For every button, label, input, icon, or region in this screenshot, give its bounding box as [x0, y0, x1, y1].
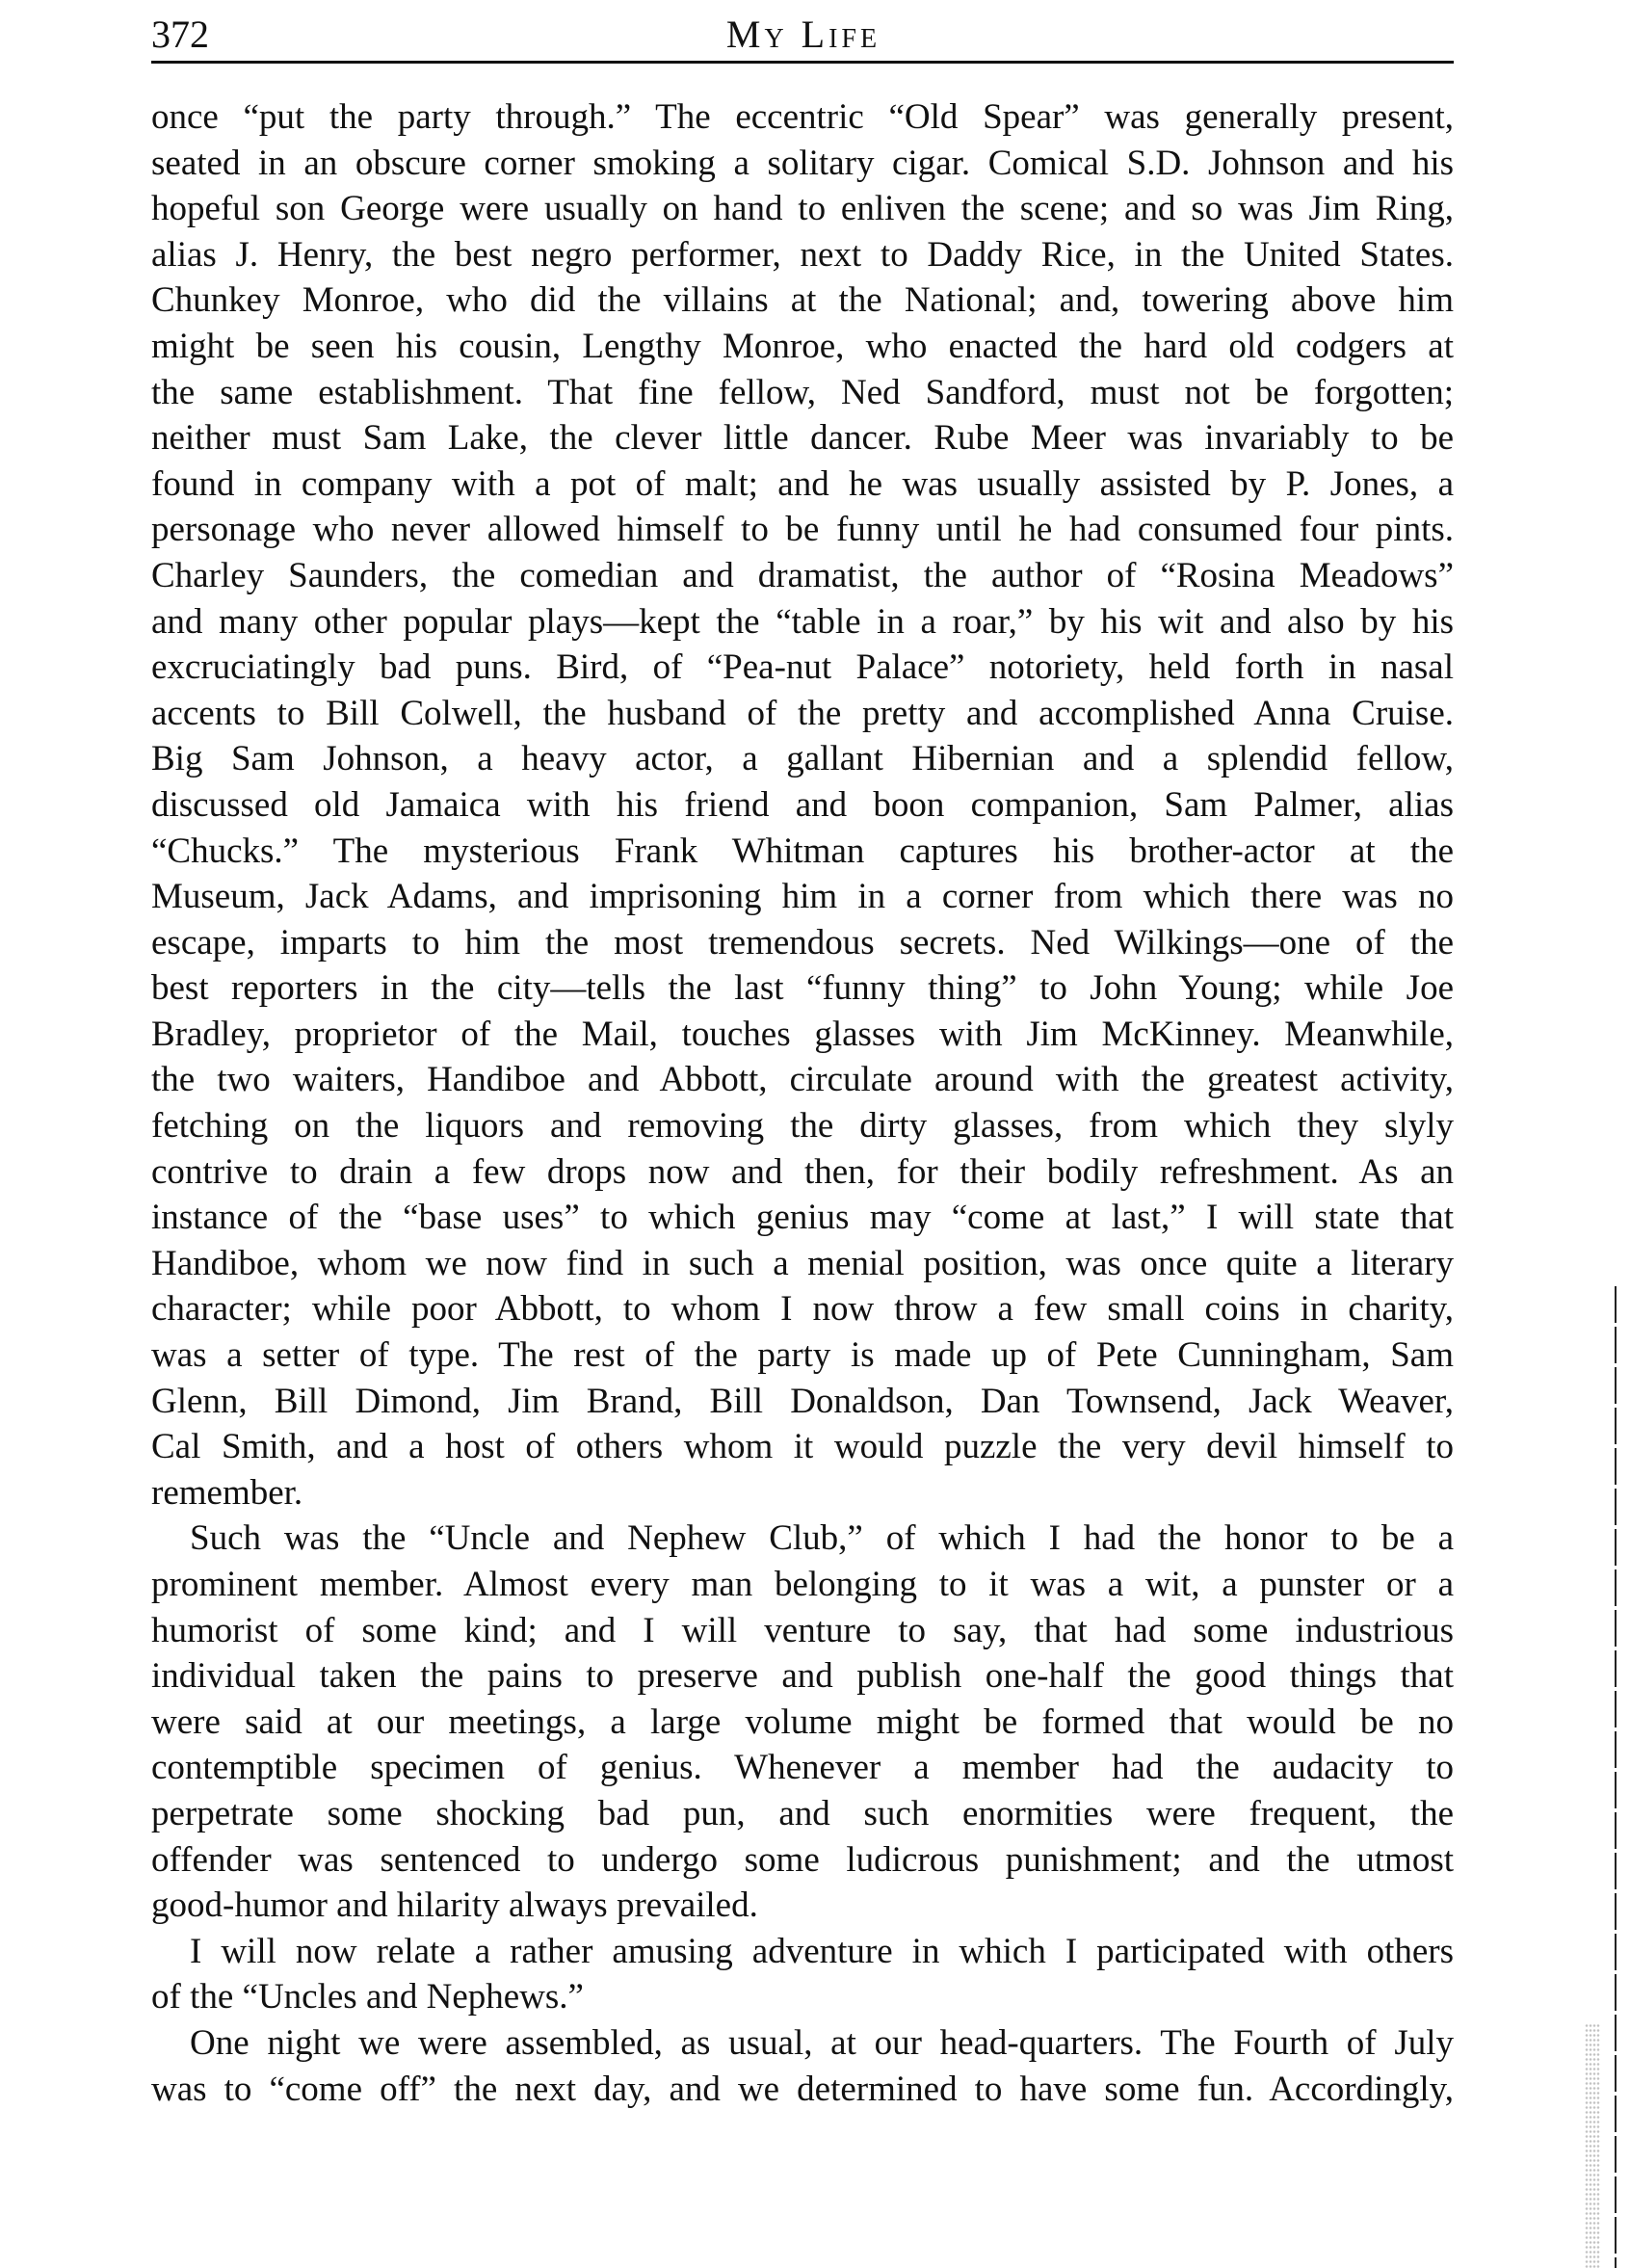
text-line: Chunkey Monroe, who did the villains at the National; and, towering above him: [151, 280, 1454, 321]
text-line: Cal Smith, and a host of others whom it would puzzle the very devil himself to: [151, 1427, 1454, 1467]
text-line: neither must Sam Lake, the clever little dancer. Rube Meer was invariably to be: [151, 418, 1454, 459]
text-line: “Chucks.” The mysterious Frank Whitman captures his brother-actor at the: [151, 831, 1454, 871]
body-text: [151, 94, 1454, 2112]
text-line: the same establishment. That fine fellow, Ned Sandford, must not be forgotten;: [151, 372, 1454, 412]
text-line: individual taken the pains to preserve and publish one-half the good things that: [151, 1656, 1454, 1697]
text-line: Bradley, proprietor of the Mail, touches glasses with Jim McKinney. Meanwhile,: [151, 1014, 1454, 1054]
text-line: once “put the party through.” The eccentric “Old Spear” was generally present,: [151, 97, 1454, 137]
text-line: I will now relate a rather amusing adventure in which I participated with others: [190, 1931, 1454, 1971]
text-line: Big Sam Johnson, a heavy actor, a gallant Hibernian and a splendid fellow,: [151, 739, 1454, 779]
text-line: contemptible specimen of genius. Whenever a member had the audacity to: [151, 1748, 1454, 1788]
page-number: 372: [151, 13, 209, 56]
text-line: was a setter of type. The rest of the party is made up of Pete Cunningham, Sam: [151, 1335, 1454, 1376]
text-line: excruciatingly bad puns. Bird, of “Pea-nut Palace” notoriety, held forth in nasal: [151, 647, 1454, 688]
scan-speckle-artifact: [1585, 2023, 1600, 2268]
text-line: personage who never allowed himself to be funny until he had consumed four pints.: [151, 510, 1454, 550]
text-line: was to “come off” the next day, and we determined to have some fun. Accordingly,: [151, 2069, 1454, 2109]
text-line: Museum, Jack Adams, and imprisoning him in a corner from which there was no: [151, 877, 1454, 917]
text-line: prominent member. Almost every man belonging to it was a wit, a punster or a: [151, 1565, 1454, 1604]
text-line: character; while poor Abbott, to whom I now throw a few small coins in charity,: [151, 1289, 1454, 1330]
text-line: fetching on the liquors and removing the dirty glasses, from which they slyly: [151, 1106, 1454, 1147]
text-line: were said at our meetings, a large volume might be formed that would be no: [151, 1701, 1454, 1742]
text-line: Handiboe, whom we now find in such a menial position, was once quite a literary: [151, 1243, 1454, 1283]
text-line: Charley Saunders, the comedian and dramatist, the author of “Rosina Meadows”: [151, 555, 1454, 595]
text-line: hopeful son George were usually on hand to enliven the scene; and so was Jim Ring,: [151, 189, 1454, 229]
header-rule: [151, 61, 1454, 64]
text-line: seated in an obscure corner smoking a solitary cigar. Comical S.D. Johnson and his: [151, 143, 1454, 183]
text-line: the two waiters, Handiboe and Abbott, circulate around with the greatest activity,: [151, 1060, 1454, 1100]
text-line: found in company with a pot of malt; and he was usually assisted by P. Jones, a: [151, 463, 1454, 504]
text-line: of the “Uncles and Nephews.”: [151, 1977, 584, 2017]
text-line: escape, imparts to him the most tremendous secrets. Ned Wilkings—one of the: [151, 922, 1454, 963]
scan-edge-artifact: [1615, 1286, 1617, 2268]
text-line: alias J. Henry, the best negro performer, next to Daddy Rice, in the United States.: [151, 234, 1454, 275]
text-line: offender was sentenced to undergo some ludicrous punishment; and the utmost: [151, 1839, 1454, 1880]
text-line: discussed old Jamaica with his friend and boon companion, Sam Palmer, alias: [151, 784, 1454, 825]
text-line: Glenn, Bill Dimond, Jim Brand, Bill Donaldson, Dan Townsend, Jack Weaver,: [151, 1381, 1454, 1421]
text-line: remember.: [151, 1472, 303, 1513]
running-title: My Life: [725, 13, 881, 56]
text-line: Such was the “Uncle and Nephew Club,” of which I had the honor to be a: [190, 1518, 1454, 1559]
text-line: instance of the “base uses” to which genius may “come at last,” I will state that: [151, 1198, 1454, 1238]
text-line: accents to Bill Colwell, the husband of the pretty and accomplished Anna Cruise.: [151, 693, 1454, 733]
text-line: humorist of some kind; and I will venture to say, that had some industrious: [151, 1610, 1454, 1650]
text-line: and many other popular plays—kept the “table in a roar,” by his wit and also by his: [151, 601, 1454, 642]
text-line: good-humor and hilarity always prevailed.: [151, 1886, 758, 1926]
text-line: One night we were assembled, as usual, at our head-quarters. The Fourth of July: [190, 2022, 1454, 2063]
text-line: best reporters in the city—tells the last “funny thing” to John Young; while Joe: [151, 968, 1454, 1009]
text-line: might be seen his cousin, Lengthy Monroe, who enacted the hard old codgers at: [151, 326, 1454, 366]
text-line: perpetrate some shocking bad pun, and such enormities were frequent, the: [151, 1793, 1454, 1833]
text-line: contrive to drain a few drops now and then, for their bodily refreshment. As an: [151, 1151, 1454, 1192]
